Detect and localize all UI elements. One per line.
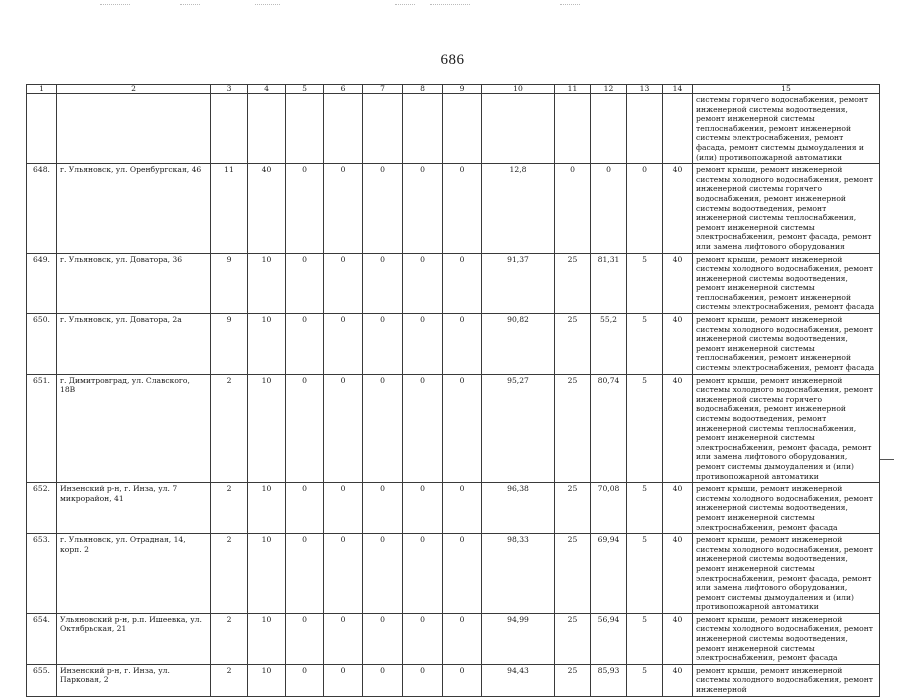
value-cell-c4: 40 [248, 164, 286, 253]
margin-mark [880, 459, 894, 460]
value-cell-c11: 25 [555, 374, 591, 483]
works-cell: ремонт крыши, ремонт инженерной системы холодного водоснабжения, ремонт инженерной системы водоотведения, ремонт инженерной системы электроснабжения, ремонт фасада, ремонт или замена лифтового оборудования, ремонт системы дымоудаления и (или) противопожарной автоматики [693, 534, 880, 614]
value-cell-c14: 40 [663, 483, 693, 534]
value-cell-c13: 5 [627, 314, 663, 375]
value-cell-c14: 40 [663, 664, 693, 696]
value-cell-c8: 0 [403, 664, 443, 696]
value-cell-c9: 0 [443, 374, 482, 483]
value-cell-c6: 0 [324, 483, 363, 534]
value-cell-c11: 25 [555, 664, 591, 696]
scan-dotted-edge [0, 4, 905, 10]
value-cell-c14: 40 [663, 253, 693, 314]
address-cell: г. Ульяновск, ул. Оренбургская, 46 [57, 164, 211, 253]
value-cell-c13: 5 [627, 253, 663, 314]
value-cell-c9: 0 [443, 613, 482, 664]
value-cell-c7: 0 [363, 664, 403, 696]
header-cell-6: 6 [324, 85, 363, 94]
value-cell-c14: 40 [663, 314, 693, 375]
header-cell-4: 4 [248, 85, 286, 94]
row-number-cell: 652. [27, 483, 57, 534]
value-cell-c9: 0 [443, 534, 482, 614]
value-cell-c11: 25 [555, 613, 591, 664]
value-cell-c3: 2 [211, 613, 248, 664]
value-cell-c11: 25 [555, 314, 591, 375]
value-cell-c13 [627, 94, 663, 164]
value-cell-c12: 56,94 [591, 613, 627, 664]
header-cell-9: 9 [443, 85, 482, 94]
value-cell-c3: 9 [211, 253, 248, 314]
value-cell-c5: 0 [286, 664, 324, 696]
address-cell: Ульяновский р-н, р.п. Ишеевка, ул. Октябрьская, 21 [57, 613, 211, 664]
value-cell-c12 [591, 94, 627, 164]
value-cell-c12: 80,74 [591, 374, 627, 483]
value-cell-c8: 0 [403, 534, 443, 614]
works-cell: ремонт крыши, ремонт инженерной системы холодного водоснабжения, ремонт инженерной системы горячего водоснабжения, ремонт инженерной системы водоотведения, ремонт инженерной системы теплоснабжения, ремонт инженерной системы электроснабжения, ремонт фасада, ремонт или замена лифтового оборудования [693, 164, 880, 253]
value-cell-c13: 5 [627, 534, 663, 614]
table-row [27, 164, 880, 253]
value-cell-c5 [286, 94, 324, 164]
value-cell-c8: 0 [403, 483, 443, 534]
value-cell-c6: 0 [324, 253, 363, 314]
table-row [27, 253, 880, 314]
value-cell-c13: 5 [627, 664, 663, 696]
value-cell-c6: 0 [324, 374, 363, 483]
value-cell-c10: 91,37 [482, 253, 555, 314]
value-cell-c10: 98,33 [482, 534, 555, 614]
table-row [27, 534, 880, 614]
value-cell-c10: 90,82 [482, 314, 555, 375]
value-cell-c5: 0 [286, 253, 324, 314]
value-cell-c9: 0 [443, 253, 482, 314]
table-row [27, 374, 880, 483]
value-cell-c7: 0 [363, 253, 403, 314]
row-number-cell: 655. [27, 664, 57, 696]
header-cell-10: 10 [482, 85, 555, 94]
value-cell-c7 [363, 94, 403, 164]
row-number-cell: 653. [27, 534, 57, 614]
row-number-cell: 648. [27, 164, 57, 253]
value-cell-c8: 0 [403, 164, 443, 253]
value-cell-c5: 0 [286, 314, 324, 375]
works-cell: ремонт крыши, ремонт инженерной системы холодного водоснабжения, ремонт инженерной системы водоотведения, ремонт инженерной системы теплоснабжения, ремонт инженерной системы электроснабжения, ремонт фасада [693, 314, 880, 375]
value-cell-c6: 0 [324, 314, 363, 375]
value-cell-c8: 0 [403, 253, 443, 314]
value-cell-c10: 94,99 [482, 613, 555, 664]
value-cell-c11: 25 [555, 534, 591, 614]
value-cell-c6: 0 [324, 664, 363, 696]
value-cell-c13: 0 [627, 164, 663, 253]
table-row [27, 483, 880, 534]
value-cell-c6: 0 [324, 534, 363, 614]
value-cell-c12: 85,93 [591, 664, 627, 696]
works-cell: ремонт крыши, ремонт инженерной системы холодного водоснабжения, ремонт инженерной системы водоотведения, ремонт инженерной системы теплоснабжения, ремонт инженерной системы электроснабжения, ремонт фасада [693, 253, 880, 314]
value-cell-c13: 5 [627, 613, 663, 664]
value-cell-c4 [248, 94, 286, 164]
value-cell-c7: 0 [363, 613, 403, 664]
value-cell-c4: 10 [248, 253, 286, 314]
header-cell-12: 12 [591, 85, 627, 94]
value-cell-c10: 12,8 [482, 164, 555, 253]
header-cell-3: 3 [211, 85, 248, 94]
value-cell-c3: 2 [211, 534, 248, 614]
address-cell: г. Ульяновск, ул. Доватора, 36 [57, 253, 211, 314]
value-cell-c9: 0 [443, 664, 482, 696]
works-cell: ремонт крыши, ремонт инженерной системы холодного водоснабжения, ремонт инженерной системы водоотведения, ремонт инженерной системы электроснабжения, ремонт фасада [693, 613, 880, 664]
address-cell: г. Ульяновск, ул. Отрадная, 14, корп. 2 [57, 534, 211, 614]
value-cell-c11: 25 [555, 253, 591, 314]
value-cell-c3: 9 [211, 314, 248, 375]
value-cell-c6: 0 [324, 613, 363, 664]
works-cell: системы горячего водоснабжения, ремонт инженерной системы водоотведения, ремонт инженерной системы теплоснабжения, ремонт инженерной системы электроснабжения, ремонт фасада, ремонт системы дымоудаления и (или) противопожарной автоматики [693, 94, 880, 164]
header-cell-1: 1 [27, 85, 57, 94]
value-cell-c3: 2 [211, 664, 248, 696]
value-cell-c4: 10 [248, 534, 286, 614]
value-cell-c4: 10 [248, 483, 286, 534]
value-cell-c11 [555, 94, 591, 164]
value-cell-c8 [403, 94, 443, 164]
value-cell-c3: 2 [211, 483, 248, 534]
value-cell-c3: 11 [211, 164, 248, 253]
works-cell: ремонт крыши, ремонт инженерной системы холодного водоснабжения, ремонт инженерной системы водоотведения, ремонт инженерной системы электроснабжения, ремонт фасада [693, 483, 880, 534]
table-row [27, 613, 880, 664]
table-row [27, 314, 880, 375]
value-cell-c7: 0 [363, 374, 403, 483]
value-cell-c8: 0 [403, 374, 443, 483]
header-cell-2: 2 [57, 85, 211, 94]
value-cell-c8: 0 [403, 613, 443, 664]
value-cell-c14: 40 [663, 534, 693, 614]
value-cell-c10: 94,43 [482, 664, 555, 696]
page-number: 686 [440, 52, 465, 68]
header-cell-5: 5 [286, 85, 324, 94]
row-number-cell: 650. [27, 314, 57, 375]
value-cell-c5: 0 [286, 534, 324, 614]
value-cell-c5: 0 [286, 374, 324, 483]
value-cell-c12: 55,2 [591, 314, 627, 375]
value-cell-c10 [482, 94, 555, 164]
row-number-cell: 649. [27, 253, 57, 314]
value-cell-c14 [663, 94, 693, 164]
value-cell-c8: 0 [403, 314, 443, 375]
header-cell-8: 8 [403, 85, 443, 94]
value-cell-c6 [324, 94, 363, 164]
address-cell: г. Димитровград, ул. Славского, 18В [57, 374, 211, 483]
value-cell-c14: 40 [663, 164, 693, 253]
value-cell-c3: 2 [211, 374, 248, 483]
value-cell-c13: 5 [627, 374, 663, 483]
table-row [27, 94, 880, 164]
value-cell-c6: 0 [324, 164, 363, 253]
row-number-cell: 654. [27, 613, 57, 664]
header-cell-11: 11 [555, 85, 591, 94]
value-cell-c11: 0 [555, 164, 591, 253]
value-cell-c12: 70,08 [591, 483, 627, 534]
value-cell-c4: 10 [248, 314, 286, 375]
header-cell-7: 7 [363, 85, 403, 94]
value-cell-c9: 0 [443, 483, 482, 534]
address-cell: Инзенский р-н, г. Инза, ул. 7 микрорайон, 41 [57, 483, 211, 534]
value-cell-c14: 40 [663, 374, 693, 483]
value-cell-c4: 10 [248, 664, 286, 696]
value-cell-c10: 96,38 [482, 483, 555, 534]
row-number-cell: 651. [27, 374, 57, 483]
value-cell-c9: 0 [443, 164, 482, 253]
value-cell-c5: 0 [286, 613, 324, 664]
value-cell-c9: 0 [443, 314, 482, 375]
value-cell-c7: 0 [363, 534, 403, 614]
value-cell-c12: 81,31 [591, 253, 627, 314]
value-cell-c7: 0 [363, 164, 403, 253]
value-cell-c12: 69,94 [591, 534, 627, 614]
works-cell: ремонт крыши, ремонт инженерной системы холодного водоснабжения, ремонт инженерной [693, 664, 880, 696]
value-cell-c12: 0 [591, 164, 627, 253]
header-cell-13: 13 [627, 85, 663, 94]
value-cell-c13: 5 [627, 483, 663, 534]
header-cell-15: 15 [693, 85, 880, 94]
address-cell: г. Ульяновск, ул. Доватора, 2а [57, 314, 211, 375]
header-cell-14: 14 [663, 85, 693, 94]
value-cell-c7: 0 [363, 314, 403, 375]
value-cell-c9 [443, 94, 482, 164]
header-row [27, 85, 880, 94]
value-cell-c4: 10 [248, 374, 286, 483]
value-cell-c5: 0 [286, 483, 324, 534]
value-cell-c7: 0 [363, 483, 403, 534]
value-cell-c14: 40 [663, 613, 693, 664]
value-cell-c10: 95,27 [482, 374, 555, 483]
address-cell: Инзенский р-н, г. Инза, ул. Парковая, 2 [57, 664, 211, 696]
register-table [26, 84, 880, 697]
table-row [27, 664, 880, 696]
row-number-cell [27, 94, 57, 164]
value-cell-c4: 10 [248, 613, 286, 664]
address-cell [57, 94, 211, 164]
value-cell-c3 [211, 94, 248, 164]
value-cell-c11: 25 [555, 483, 591, 534]
value-cell-c5: 0 [286, 164, 324, 253]
works-cell: ремонт крыши, ремонт инженерной системы холодного водоснабжения, ремонт инженерной системы горячего водоснабжения, ремонт инженерной системы водоотведения, ремонт инженерной системы теплоснабжения, ремонт инженерной системы электроснабжения, ремонт фасада, ремонт или замена лифтового оборудования, ремонт системы дымоудаления и (или) противопожарной автоматики [693, 374, 880, 483]
